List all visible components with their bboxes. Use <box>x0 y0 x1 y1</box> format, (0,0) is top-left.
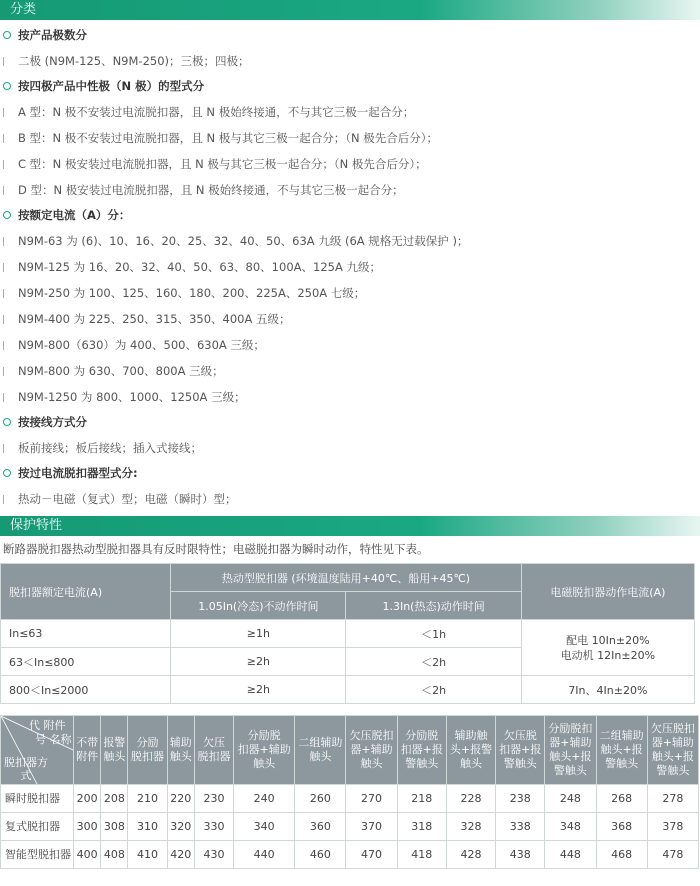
bar-bullet-icon <box>3 263 4 272</box>
list-item <box>0 332 700 358</box>
col-accessory <box>496 716 545 785</box>
header-line: 触头+报 <box>549 750 592 763</box>
section-band-protection <box>0 516 700 536</box>
code-cell: 308 <box>101 813 128 841</box>
circle-bullet-icon <box>3 418 11 426</box>
list-item-text: 板前接线；板后接线；插入式接线； <box>18 441 202 455</box>
bar-bullet-icon <box>3 367 4 376</box>
cell-hot: ＜2h <box>346 676 521 704</box>
code-cell: 318 <box>397 813 446 841</box>
code-cell: 460 <box>295 841 346 869</box>
section-title: 保护特性 <box>10 518 63 533</box>
header-line: 头+报警 <box>449 743 493 756</box>
group-heading <box>0 74 700 99</box>
code-cell: 338 <box>496 813 545 841</box>
group-heading-text: 按过电流脱扣器型式分: <box>18 466 138 480</box>
code-cell: 368 <box>596 813 647 841</box>
group-heading-text: 按额定电流（A）分： <box>18 208 131 222</box>
code-cell: 408 <box>101 841 128 869</box>
bar-bullet-icon <box>3 341 4 350</box>
group-heading-text: 按接线方式分 <box>18 415 87 429</box>
group-heading <box>0 203 700 228</box>
bar-bullet-icon <box>3 444 4 453</box>
corner-mid: 号 名称 <box>35 733 72 746</box>
header-line: 不带 <box>76 736 99 749</box>
header-line: 扣器+报 <box>400 743 443 756</box>
code-cell: 340 <box>234 813 295 841</box>
cell-range: In≤63 <box>1 620 171 648</box>
code-cell: 228 <box>446 785 495 813</box>
code-cell: 248 <box>545 785 596 813</box>
section-band-classification <box>0 0 700 20</box>
code-cell: 208 <box>101 785 128 813</box>
col-accessory <box>397 716 446 785</box>
list-item <box>0 125 700 151</box>
corner-top: 代 附件 <box>29 719 66 732</box>
list-item <box>0 48 700 74</box>
code-cell: 220 <box>167 785 194 813</box>
header-line: 器+辅助 <box>350 743 393 756</box>
cell-hot: ＜1h <box>346 620 521 648</box>
list-item <box>0 151 700 177</box>
cell-cold: ≥2h <box>171 676 346 704</box>
header-line: 触头 <box>103 750 126 763</box>
col-accessory <box>545 716 596 785</box>
bar-bullet-icon <box>3 134 4 143</box>
list-item <box>0 486 700 512</box>
circle-bullet-icon <box>3 211 11 219</box>
group-heading-text: 按产品极数分 <box>18 28 87 42</box>
mag-line: 电动机 12In±20% <box>560 648 656 662</box>
code-cell: 330 <box>194 813 233 841</box>
code-cell: 328 <box>446 813 495 841</box>
header-line: 扣器+报 <box>499 743 542 756</box>
circle-bullet-icon <box>3 82 11 90</box>
circle-bullet-icon <box>3 31 11 39</box>
list-item <box>0 228 700 254</box>
bar-bullet-icon <box>3 108 4 117</box>
bar-bullet-icon <box>3 393 4 402</box>
code-cell: 200 <box>74 785 101 813</box>
list-item <box>0 358 700 384</box>
list-item <box>0 306 700 332</box>
code-cell: 218 <box>397 785 446 813</box>
bar-bullet-icon <box>3 495 4 504</box>
table-row <box>1 785 699 813</box>
col-hot: 1.3In(热态)动作时间 <box>346 592 521 620</box>
code-cell: 320 <box>167 813 194 841</box>
cell-hot: ＜2h <box>346 648 521 676</box>
section-title: 分类 <box>10 2 37 17</box>
cell-magnetic-lower: 7In、4In±20% <box>521 676 694 704</box>
bar-bullet-icon <box>3 186 4 195</box>
header-line: 警触头 <box>405 757 439 770</box>
code-cell: 400 <box>74 841 101 869</box>
list-item-text: N9M-400 为 225、250、315、350、400A 五级； <box>18 312 291 326</box>
header-line: 触头 <box>169 750 192 763</box>
bar-bullet-icon <box>3 57 4 66</box>
header-line: 触头 <box>459 757 482 770</box>
code-cell: 448 <box>545 841 596 869</box>
col-accessory <box>596 716 647 785</box>
header-line: 辅助触 <box>454 729 488 742</box>
header-line: 分励脱 <box>247 729 281 742</box>
header-line: 欠压脱扣 <box>650 722 695 735</box>
header-line: 欠压 <box>202 736 225 749</box>
code-cell: 478 <box>647 841 698 869</box>
code-cell: 268 <box>596 785 647 813</box>
header-line: 二组辅助 <box>298 736 343 749</box>
group-heading <box>0 23 700 48</box>
code-cell: 300 <box>74 813 101 841</box>
col-accessory <box>74 716 101 785</box>
code-cell: 348 <box>545 813 596 841</box>
header-line: 报警 <box>103 736 126 749</box>
list-item <box>0 435 700 461</box>
list-item-text: N9M-800（630）为 400、500、630A 三级； <box>18 338 265 352</box>
code-cell: 378 <box>647 813 698 841</box>
header-line: 欠压脱扣 <box>349 729 394 742</box>
code-cell: 370 <box>346 813 397 841</box>
list-item-text: N9M-250 为 100、125、160、180、200、225A、250A 七级； <box>18 286 366 300</box>
cell-cold: ≥2h <box>171 648 346 676</box>
corner-bot: 脱扣器方式 <box>4 756 48 782</box>
code-cell: 410 <box>128 841 167 869</box>
col-accessory <box>167 716 194 785</box>
code-cell: 440 <box>234 841 295 869</box>
code-cell: 270 <box>346 785 397 813</box>
list-item <box>0 99 700 125</box>
header-line: 警触头 <box>553 764 587 777</box>
table-row <box>1 620 695 648</box>
circle-bullet-icon <box>3 469 11 477</box>
header-line: 扣器+辅助 <box>237 743 291 756</box>
code-cell: 310 <box>128 813 167 841</box>
code-cell: 420 <box>167 841 194 869</box>
cell-magnetic-upper <box>521 620 694 676</box>
header-line: 分励 <box>136 736 159 749</box>
list-item-text: 二极 (N9M-125、N9M-250)；三极；四极； <box>18 54 250 68</box>
list-item-text: A 型：N 极不安装过电流脱扣器，且 N 极始终接通，不与其它三极一起合分； <box>18 105 415 119</box>
table-row <box>1 813 699 841</box>
header-line: 器+辅助 <box>651 736 694 749</box>
row-label: 复式脱扣器 <box>1 813 74 841</box>
list-item-text: N9M-125 为 16、20、32、40、50、63、80、100A、125A 九级； <box>18 260 381 274</box>
col-accessory <box>101 716 128 785</box>
list-item-text: N9M-63 为 (6)、10、16、20、25、32、40、50、63A 九级 (6A 规格无过载保护 )； <box>18 234 469 248</box>
list-item-text: N9M-1250 为 800、1000、1250A 三级； <box>18 390 246 404</box>
header-line: 附件 <box>76 750 99 763</box>
code-cell: 230 <box>194 785 233 813</box>
header-line: 器+辅助 <box>549 736 592 749</box>
row-label: 瞬时脱扣器 <box>1 785 74 813</box>
table-row <box>1 841 699 869</box>
code-cell: 278 <box>647 785 698 813</box>
code-cell: 428 <box>446 841 495 869</box>
group-heading-text: 按四极产品中性极（N 极）的型式分 <box>18 79 205 93</box>
header-line: 欠压脱 <box>503 729 537 742</box>
header-line: 触头 <box>309 750 332 763</box>
bar-bullet-icon <box>3 289 4 298</box>
list-item <box>0 384 700 410</box>
table-row <box>1 676 695 704</box>
code-cell: 468 <box>596 841 647 869</box>
code-cell: 438 <box>496 841 545 869</box>
group-heading <box>0 461 700 486</box>
cell-range: 800＜In≤2000 <box>1 676 171 704</box>
classification-list <box>0 20 700 512</box>
code-cell: 210 <box>128 785 167 813</box>
mag-line: 配电 10In±20% <box>566 633 650 647</box>
bar-bullet-icon <box>3 237 4 246</box>
corner-header <box>1 716 74 785</box>
code-cell: 470 <box>346 841 397 869</box>
header-line: 警触头 <box>503 757 537 770</box>
list-item-text: D 型：N 极安装过电流脱扣器，且 N 极始终接通，不与其它三极一起合分； <box>18 183 404 197</box>
bar-bullet-icon <box>3 315 4 324</box>
bar-bullet-icon <box>3 160 4 169</box>
header-line: 脱扣器 <box>197 750 231 763</box>
col-accessory <box>446 716 495 785</box>
cell-range: 63＜In≤800 <box>1 648 171 676</box>
list-item <box>0 177 700 203</box>
col-accessory <box>346 716 397 785</box>
col-accessory <box>647 716 698 785</box>
col-accessory <box>295 716 346 785</box>
code-cell: 418 <box>397 841 446 869</box>
col-magnetic: 电磁脱扣器动作电流(A) <box>521 564 694 620</box>
group-heading <box>0 410 700 435</box>
col-accessory <box>194 716 233 785</box>
header-line: 警触头 <box>605 757 639 770</box>
header-line: 二组辅助 <box>599 729 644 742</box>
list-item-text: C 型：N 极安装过电流脱扣器，且 N 极与其它三极一起合分；（N 极先合后分）； <box>18 157 427 171</box>
list-item <box>0 254 700 280</box>
col-thermal: 热动型脱扣器 (环境温度陆用+40℃、船用+45℃) <box>171 564 522 592</box>
protection-intro: 断路器脱扣器热动型脱扣器具有反时限特性；电磁脱扣器为瞬时动作，特性见下表。 <box>3 542 429 556</box>
header-line: 触头+报 <box>651 750 694 763</box>
header-line: 警触头 <box>656 764 690 777</box>
header-line: 脱扣器 <box>131 750 165 763</box>
list-item-text: B 型：N 极不安装过电流脱扣器，且 N 极与其它三极一起合分；（N 极先合后分）； <box>18 131 438 145</box>
code-cell: 360 <box>295 813 346 841</box>
list-item <box>0 280 700 306</box>
accessory-code-table <box>0 715 699 869</box>
code-cell: 430 <box>194 841 233 869</box>
header-line: 分励脱扣 <box>548 722 593 735</box>
col-rated-current: 脱扣器额定电流(A) <box>1 564 171 620</box>
header-line: 触头 <box>360 757 383 770</box>
code-cell: 260 <box>295 785 346 813</box>
cell-cold: ≥1h <box>171 620 346 648</box>
list-item-text: 热动－电磁（复式）型；电磁（瞬时）型； <box>18 492 237 506</box>
code-cell: 238 <box>496 785 545 813</box>
header-line: 触头 <box>253 757 276 770</box>
row-label: 智能型脱扣器 <box>1 841 74 869</box>
col-cold: 1.05In(冷态)不动作时间 <box>171 592 346 620</box>
code-cell: 240 <box>234 785 295 813</box>
col-accessory <box>234 716 295 785</box>
list-item-text: N9M-800 为 630、700、800A 三级； <box>18 364 224 378</box>
protection-table <box>0 563 695 704</box>
header-line: 分励脱 <box>405 729 439 742</box>
header-line: 辅助 <box>169 736 192 749</box>
header-line: 触头+报 <box>600 743 643 756</box>
col-accessory <box>128 716 167 785</box>
